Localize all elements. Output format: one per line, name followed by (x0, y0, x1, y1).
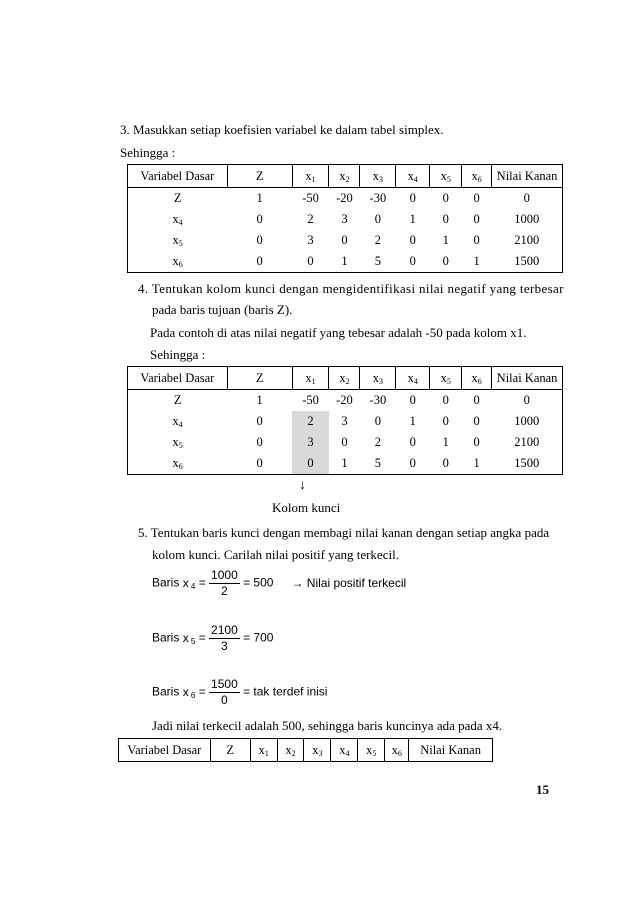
table-header-cell: $x_6$ (462, 367, 492, 390)
step4-line1: 4. Tentukan kolom kunci dengan mengidentifikasi nilai negatif yang terbesar (138, 281, 564, 296)
table-cell: 0 (442, 393, 449, 407)
table-cell: 1500 (492, 453, 563, 475)
table-cell: 2 (292, 411, 329, 432)
ratio-row-x6 (152, 677, 327, 708)
table-cell: 0 (473, 212, 480, 226)
table-header-cell: Nilai Kanan (492, 165, 563, 188)
table-cell: Z (128, 390, 228, 412)
table-cell: 0 (292, 453, 329, 475)
table-cell: 0 (473, 393, 480, 407)
table-cell: $x_5$ (128, 432, 228, 453)
table-cell: 0 (292, 251, 329, 273)
table-cell: 5 (360, 251, 396, 273)
table-cell: 0 (256, 435, 263, 449)
table-cell: 1 (442, 233, 449, 247)
table-header-cell: $x_6$ (385, 739, 409, 762)
table-cell: 1000 (492, 209, 563, 230)
simplex-table-2 (127, 366, 563, 475)
table-cell: 0 (227, 453, 292, 475)
ratio-denominator: 2 (221, 584, 228, 598)
table-cell: 1 (329, 453, 360, 475)
table-cell: 0 (409, 191, 416, 205)
ratio-denominator: 3 (221, 639, 228, 653)
table-cell: -30 (369, 393, 387, 407)
table-cell: 1000 (492, 411, 563, 432)
table-header-cell: $x_1$ (292, 165, 329, 188)
table-cell: 3 (307, 233, 314, 247)
table-cell: 0 (430, 453, 462, 475)
ratio-result: = 500 (239, 575, 274, 590)
table-cell: 0 (341, 233, 348, 247)
table-cell: 3 (292, 432, 329, 453)
ratio-equals: = (195, 575, 210, 590)
table-cell: 0 (473, 414, 480, 428)
sehingga-label-1: Sehingga : (120, 145, 176, 160)
page-number: 15 (536, 782, 549, 797)
table-cell: 1500 (492, 251, 563, 273)
table-cell: 1 (409, 212, 416, 226)
table-cell: 1 (256, 393, 263, 407)
ratio-label: Baris (152, 575, 183, 590)
table-cell: 0 (256, 233, 263, 247)
table-row (128, 453, 563, 475)
simplex-table-1 (127, 164, 563, 273)
table-header-cell: $x_5$ (358, 739, 385, 762)
table-row (128, 251, 563, 273)
table-cell: 3 (341, 212, 348, 226)
table-cell: 2100 (492, 230, 563, 251)
ratio-note: → Nilai positif terkecil (291, 575, 407, 590)
table-cell: 2100 (492, 432, 563, 453)
step4-line2: pada baris tujuan (baris Z). (152, 302, 293, 317)
table-cell: -30 (369, 191, 387, 205)
table-header-cell: $x_3$ (304, 739, 331, 762)
table-cell: $x_4$ (128, 411, 228, 432)
ratio-row-x5 (152, 623, 273, 654)
table-cell: $x_5$ (128, 230, 228, 251)
table-header-cell: Z (227, 367, 292, 390)
table-row (128, 411, 563, 432)
table-cell: 1 (462, 251, 492, 273)
table-cell: 0 (409, 393, 416, 407)
table-header-cell: Z (210, 739, 250, 762)
table-cell: 5 (360, 453, 396, 475)
table-header-cell: $x_3$ (360, 367, 396, 390)
step4-line3: Pada contoh di atas nilai negatif yang tebesar adalah -50 pada kolom x1. (150, 325, 527, 340)
table-cell: 1 (462, 453, 492, 475)
table-cell: 1 (256, 191, 263, 205)
ratio-var: x $_4$ (182, 575, 196, 591)
table-cell: 0 (374, 212, 381, 226)
ratio-result: = 700 (239, 630, 274, 645)
kolom-kunci-label: Kolom kunci (272, 500, 341, 515)
ratio-result: = tak terdef inisi (239, 684, 328, 699)
table-header-cell: Nilai Kanan (492, 367, 563, 390)
table-header-row (119, 739, 493, 762)
table-cell: 0 (442, 191, 449, 205)
table-cell: $x_4$ (128, 209, 228, 230)
table-header-cell: $x_5$ (430, 165, 462, 188)
table-header-cell: $x_3$ (360, 165, 396, 188)
conclusion-text: Jadi nilai terkecil adalah 500, sehingga baris kuncinya ada pada x4. (152, 718, 503, 733)
ratio-fraction (209, 677, 240, 708)
table-header-cell: Variabel Dasar (119, 739, 211, 762)
table-header-row (128, 165, 563, 188)
ratio-label: Baris (152, 684, 183, 699)
table-header-row (128, 367, 563, 390)
table-cell: 2 (374, 435, 381, 449)
table-header-cell: Z (227, 165, 292, 188)
table-row (128, 230, 563, 251)
table-cell: 1 (442, 435, 449, 449)
simplex-table-3 (118, 738, 493, 762)
down-arrow-icon: ↓ (299, 478, 306, 493)
table-header-cell: Variabel Dasar (128, 367, 228, 390)
ratio-numerator: 1500 (211, 677, 238, 691)
table-header-cell: $x_6$ (462, 165, 492, 188)
table-cell: 2 (307, 212, 314, 226)
table-header-cell: $x_2$ (329, 165, 360, 188)
table-row (128, 432, 563, 453)
table-cell: 0 (473, 435, 480, 449)
table-cell: 0 (430, 251, 462, 273)
step3-text: 3. Masukkan setiap koefisien variabel ke dalam tabel simplex. (120, 122, 444, 137)
table-cell: $x_6$ (128, 251, 228, 273)
table-cell: -50 (302, 393, 319, 407)
table-header-cell: $x_4$ (396, 165, 430, 188)
step5-line2: kolom kunci. Carilah nilai positif yang terkecil. (152, 547, 399, 562)
ratio-var: x $_6$ (182, 684, 196, 700)
table-cell: 0 (473, 233, 480, 247)
table-cell: 0 (374, 414, 381, 428)
table-header-cell: $x_1$ (250, 739, 277, 762)
table-cell: 0 (473, 191, 480, 205)
ratio-fraction (209, 568, 240, 599)
table-header-cell: $x_4$ (396, 367, 430, 390)
table-header-cell: Nilai Kanan (409, 739, 493, 762)
table-header-cell: $x_2$ (329, 367, 360, 390)
table-cell: 0 (227, 251, 292, 273)
table-cell: 0 (442, 414, 449, 428)
table-cell: -20 (336, 191, 353, 205)
table-cell: 0 (256, 212, 263, 226)
ratio-numerator: 2100 (211, 623, 238, 637)
table-cell: 0 (492, 188, 563, 210)
table-row (128, 209, 563, 230)
table-row (128, 390, 563, 412)
table-cell: 0 (341, 435, 348, 449)
table-cell: Z (128, 188, 228, 210)
sehingga-label-2: Sehingga : (150, 347, 206, 362)
table-cell: $x_6$ (128, 453, 228, 475)
step5-line1: 5. Tentukan baris kunci dengan membagi nilai kanan dengan setiap angka pada (138, 525, 550, 540)
table-header-cell: $x_2$ (277, 739, 304, 762)
table-cell: 0 (442, 212, 449, 226)
ratio-numerator: 1000 (211, 568, 238, 582)
ratio-var: x $_5$ (182, 630, 196, 646)
ratio-row-x4 (152, 568, 406, 599)
table-cell: -20 (336, 393, 353, 407)
table-header-cell: $x_1$ (292, 367, 329, 390)
table-cell: 2 (374, 233, 381, 247)
table-header-cell: Variabel Dasar (128, 165, 228, 188)
table-cell: 0 (492, 390, 563, 412)
ratio-denominator: 0 (221, 693, 228, 707)
table-header-cell: $x_4$ (331, 739, 358, 762)
table-cell: 0 (409, 435, 416, 449)
ratio-label: Baris (152, 630, 183, 645)
table-header-cell: $x_5$ (430, 367, 462, 390)
table-cell: 0 (409, 233, 416, 247)
ratio-fraction (209, 623, 240, 654)
table-cell: 0 (396, 453, 430, 475)
table-row (128, 188, 563, 210)
table-cell: -50 (302, 191, 319, 205)
table-cell: 0 (396, 251, 430, 273)
table-cell: 3 (341, 414, 348, 428)
table-cell: 0 (256, 414, 263, 428)
ratio-equals: = (195, 630, 210, 645)
table-cell: 1 (409, 414, 416, 428)
table-cell: 1 (329, 251, 360, 273)
ratio-equals: = (195, 684, 210, 699)
